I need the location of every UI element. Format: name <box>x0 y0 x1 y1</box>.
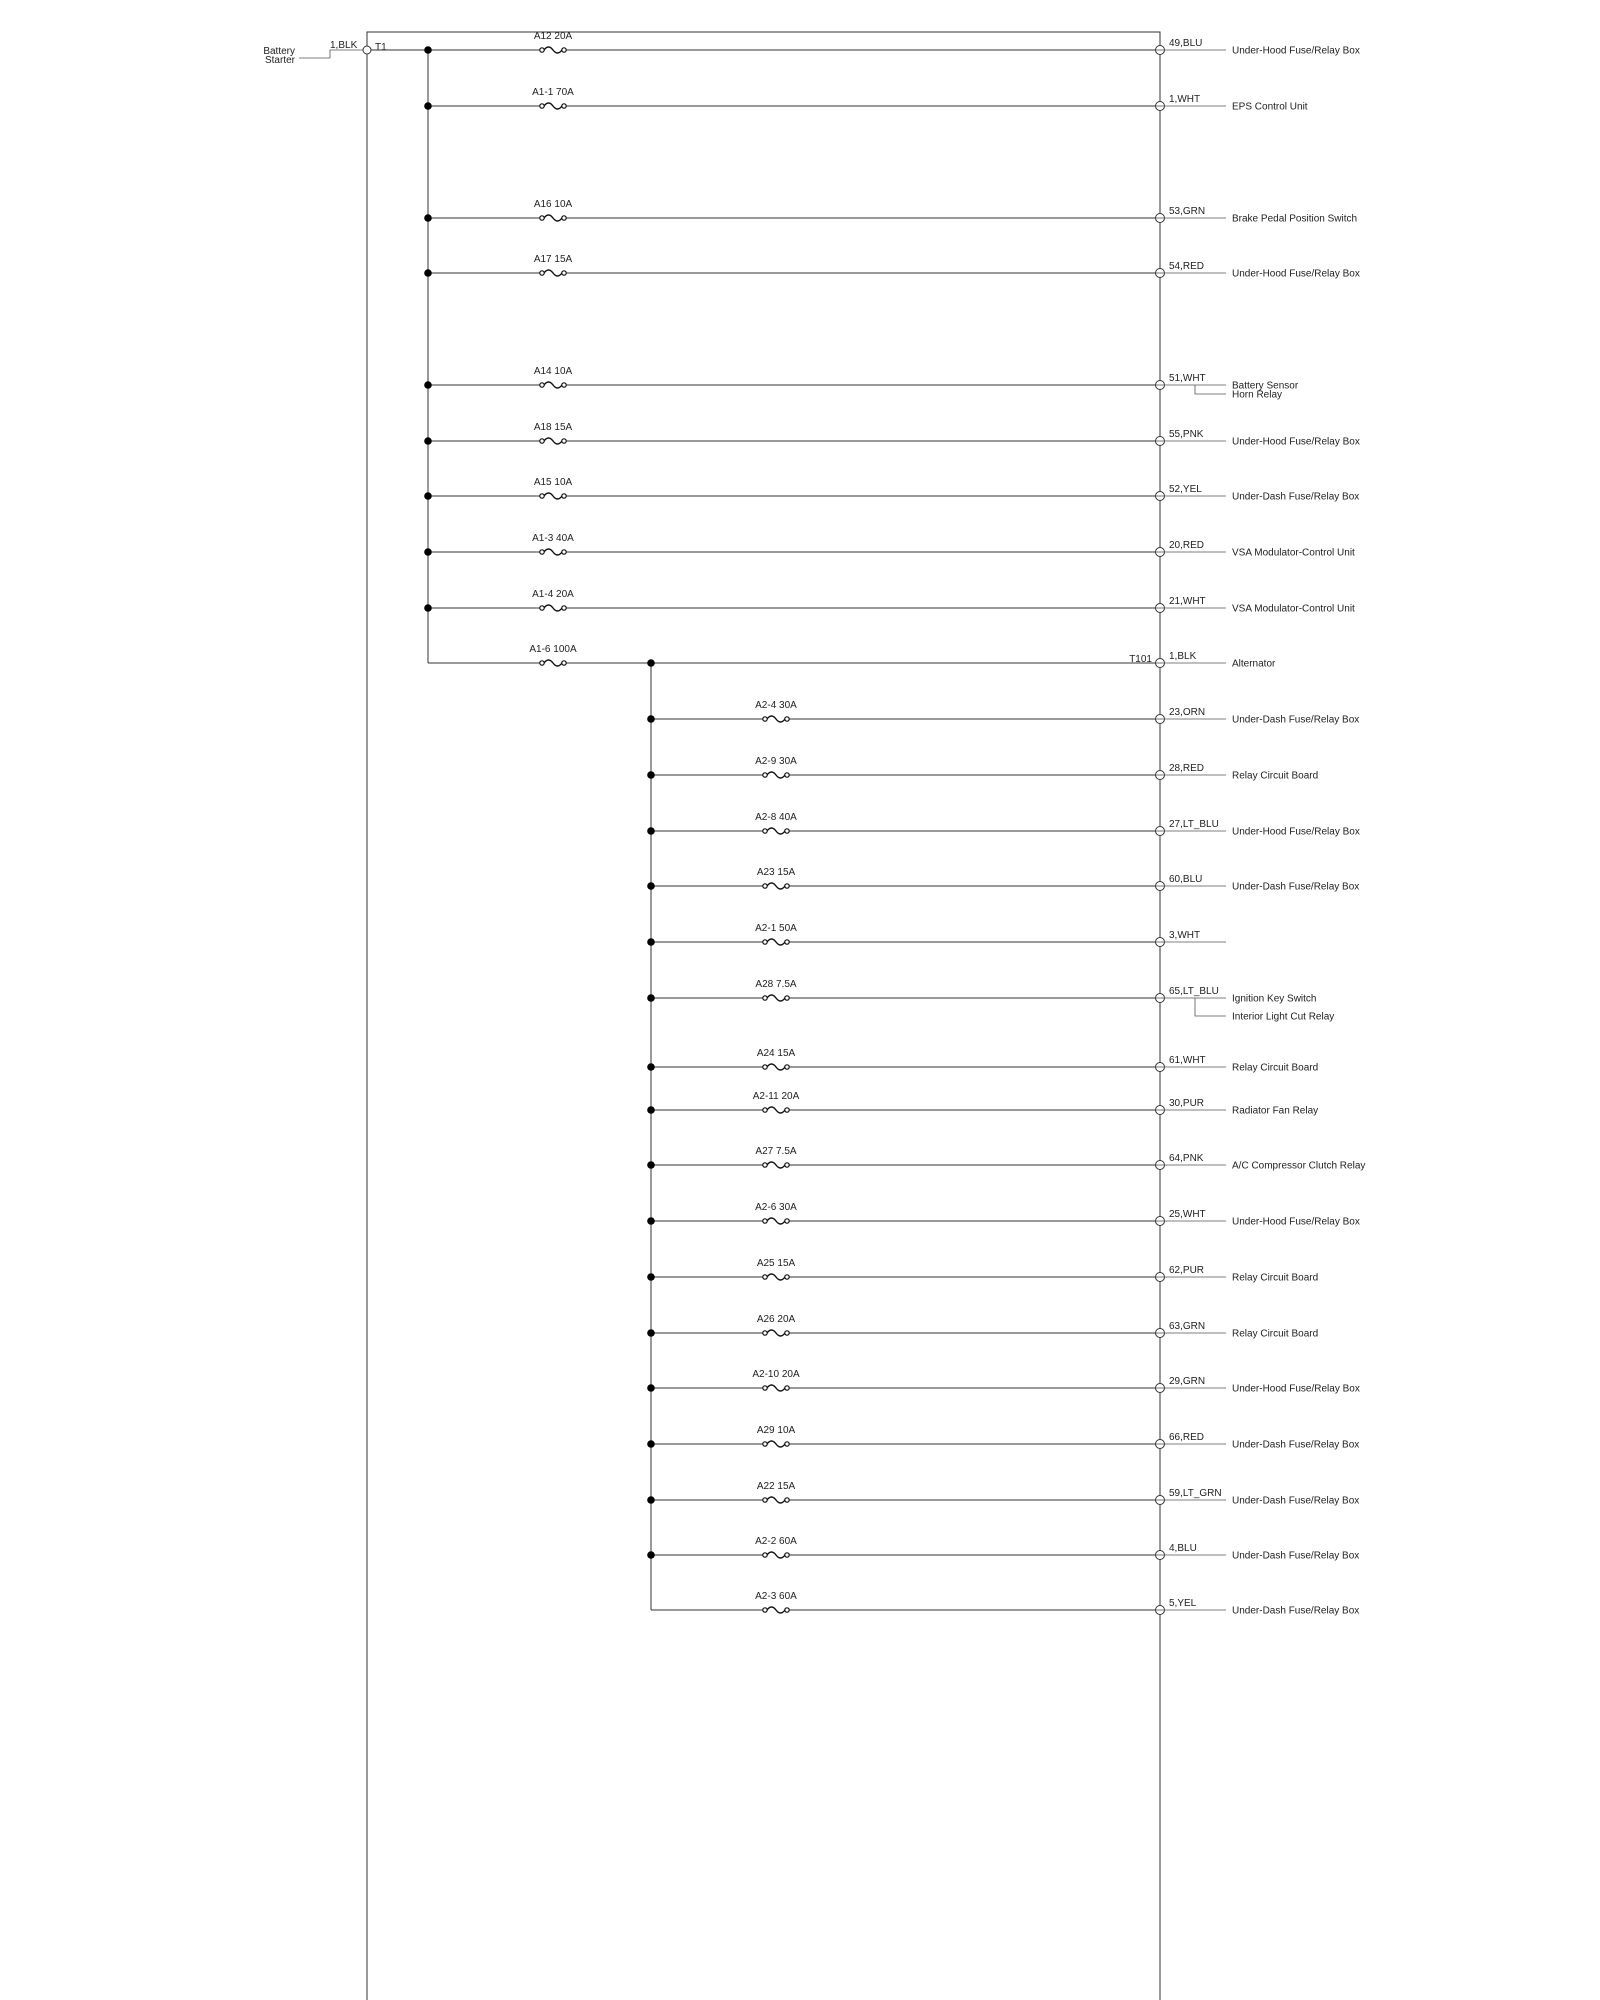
terminal-label: T101 <box>1129 654 1152 665</box>
wire-label: 23,ORN <box>1169 707 1206 718</box>
wire-label: 5,YEL <box>1169 1598 1197 1609</box>
group1-circuit <box>424 422 1360 448</box>
source-terminal <box>363 46 371 54</box>
wire-label: 53,GRN <box>1169 206 1206 217</box>
destination-label: VSA Modulator-Control Unit <box>1232 603 1355 615</box>
group2-circuit <box>647 1425 1359 1451</box>
destination-label: Ignition Key Switch <box>1232 993 1317 1005</box>
source-terminal-label: T1 <box>375 42 387 53</box>
fuse-label: A2-10 20A <box>752 1369 800 1380</box>
destination-label: Under-Dash Fuse/Relay Box <box>1232 1439 1360 1451</box>
branch-lead <box>1195 998 1226 1016</box>
wire-label: 60,BLU <box>1169 874 1203 885</box>
fuse-symbol <box>763 1607 789 1613</box>
destination-label: Under-Hood Fuse/Relay Box <box>1232 436 1360 448</box>
fuse-label: A23 15A <box>756 867 796 878</box>
splice-node <box>424 214 432 222</box>
splice-node <box>424 269 432 277</box>
fuse-symbol <box>540 660 566 666</box>
fuse-label: A2-11 20A <box>752 1091 800 1102</box>
destination-label: Alternator <box>1232 658 1276 670</box>
group1-circuit <box>424 366 1299 401</box>
fuse-label: A28 7.5A <box>755 979 797 990</box>
wire-label: 52,YEL <box>1169 484 1202 495</box>
fuse-symbol <box>763 1162 789 1168</box>
group2-circuit <box>647 1091 1318 1117</box>
group2-circuit <box>647 867 1359 893</box>
wire-label: 27,LT_BLU <box>1169 819 1219 830</box>
fuse-label: A2-3 60A <box>755 1591 797 1602</box>
fuse-label: A27 7.5A <box>755 1146 797 1157</box>
group2-circuit <box>647 979 1334 1023</box>
splice-node <box>424 604 432 612</box>
splice-node <box>647 1329 655 1337</box>
fuse-label: A22 15A <box>756 1481 796 1492</box>
destination-label: Under-Dash Fuse/Relay Box <box>1232 1495 1360 1507</box>
circuits-layer <box>424 31 1365 1617</box>
destination-label-secondary: Horn Relay <box>1232 389 1283 401</box>
group2-circuit <box>647 923 1226 947</box>
source-wire-label: 1,BLK <box>330 40 358 51</box>
group2-circuit <box>647 1202 1360 1228</box>
wire-label: 25,WHT <box>1169 1209 1206 1220</box>
fuse-symbol <box>540 438 566 444</box>
wire-label: 55,PNK <box>1169 429 1204 440</box>
destination-label: Battery Sensor <box>1232 380 1299 392</box>
destination-label: Under-Dash Fuse/Relay Box <box>1232 881 1360 893</box>
splice-node <box>647 1496 655 1504</box>
destination-label: Under-Hood Fuse/Relay Box <box>1232 1383 1360 1395</box>
group1-circuit <box>424 589 1355 615</box>
splice-node <box>647 715 655 723</box>
group2-circuit <box>647 1369 1360 1395</box>
wire-label: 21,WHT <box>1169 596 1206 607</box>
wire-label: 4,BLU <box>1169 1543 1197 1554</box>
splice-node <box>647 1217 655 1225</box>
destination-label: VSA Modulator-Control Unit <box>1232 547 1355 559</box>
fuse-symbol <box>763 883 789 889</box>
fuse-label: A2-4 30A <box>755 700 797 711</box>
destination-label: Under-Hood Fuse/Relay Box <box>1232 1216 1360 1228</box>
wire-label: 49,BLU <box>1169 38 1203 49</box>
fuse-label: A2-8 40A <box>755 812 797 823</box>
group1-circuit <box>424 254 1360 280</box>
fuse-symbol <box>763 1330 789 1336</box>
fuse-symbol <box>540 493 566 499</box>
wire-label: 3,WHT <box>1169 930 1201 941</box>
destination-label: Under-Dash Fuse/Relay Box <box>1232 1550 1360 1562</box>
splice-node <box>424 548 432 556</box>
fuse-symbol <box>763 1441 789 1447</box>
wire-label: 66,RED <box>1169 1432 1205 1443</box>
branch-lead <box>1195 385 1226 394</box>
destination-label: Relay Circuit Board <box>1232 1272 1319 1284</box>
group2-circuit <box>647 812 1360 838</box>
group2-circuit <box>647 756 1318 782</box>
destination-label: Under-Hood Fuse/Relay Box <box>1232 45 1360 57</box>
wire-label: 20,RED <box>1169 540 1205 551</box>
splice-node <box>647 827 655 835</box>
wire-label: 1,WHT <box>1169 94 1201 105</box>
destination-label: A/C Compressor Clutch Relay <box>1232 1160 1366 1172</box>
splice-node <box>647 1161 655 1169</box>
fuse-symbol <box>763 1552 789 1558</box>
fuse-label: A12 20A <box>533 31 573 42</box>
destination-label: Under-Dash Fuse/Relay Box <box>1232 1605 1360 1617</box>
splice-node <box>647 1063 655 1071</box>
destination-label: Under-Dash Fuse/Relay Box <box>1232 714 1360 726</box>
group2-circuit <box>647 1146 1365 1172</box>
fuse-symbol <box>763 1064 789 1070</box>
fuse-symbol <box>763 1274 789 1280</box>
wire-label: 61,WHT <box>1169 1055 1206 1066</box>
splice-node <box>647 1440 655 1448</box>
fuse-label: A25 15A <box>756 1258 796 1269</box>
fuse-symbol <box>540 382 566 388</box>
fuse-label: A29 10A <box>756 1425 796 1436</box>
destination-label: Relay Circuit Board <box>1232 1062 1319 1074</box>
fuse-label: A1-6 100A <box>529 644 577 655</box>
destination-label: Brake Pedal Position Switch <box>1232 213 1358 225</box>
fuse-label: A2-9 30A <box>755 756 797 767</box>
fuse-label: A1-1 70A <box>532 87 574 98</box>
wire-label: 51,WHT <box>1169 373 1206 384</box>
group2-circuit <box>647 1048 1318 1074</box>
splice-node <box>647 938 655 946</box>
splice-node <box>424 102 432 110</box>
fuse-symbol <box>763 1385 789 1391</box>
group1-circuit <box>424 31 1360 57</box>
wire-label: 30,PUR <box>1169 1098 1205 1109</box>
fuse-symbol <box>540 215 566 221</box>
wire-label: 54,RED <box>1169 261 1205 272</box>
destination-label: Under-Hood Fuse/Relay Box <box>1232 826 1360 838</box>
group2-circuit <box>647 1258 1318 1284</box>
fuse-label: A26 20A <box>756 1314 796 1325</box>
splice-node <box>424 46 432 54</box>
fuse-label: A18 15A <box>533 422 573 433</box>
fuse-symbol <box>763 939 789 945</box>
destination-label: Relay Circuit Board <box>1232 1328 1319 1340</box>
fuse-label: A14 10A <box>533 366 573 377</box>
fuse-label: A1-4 20A <box>532 589 574 600</box>
fuse-symbol <box>540 270 566 276</box>
splice-node <box>647 994 655 1002</box>
fuse-label: A17 15A <box>533 254 573 265</box>
fuse-symbol <box>763 1218 789 1224</box>
starter-label: Starter <box>264 55 295 66</box>
wire-label: 29,GRN <box>1169 1376 1206 1387</box>
destination-label: Radiator Fan Relay <box>1232 1105 1319 1117</box>
destination-label: Under-Hood Fuse/Relay Box <box>1232 268 1360 280</box>
destination-label-secondary: Interior Light Cut Relay <box>1232 1011 1335 1023</box>
splice-node <box>647 771 655 779</box>
fuse-label: A15 10A <box>533 477 573 488</box>
group1-circuit <box>424 199 1357 225</box>
group2-circuit <box>651 1591 1359 1617</box>
fuse-symbol <box>763 1497 789 1503</box>
fuse-label: A2-2 60A <box>755 1536 797 1547</box>
fuse-symbol <box>763 828 789 834</box>
group2-circuit <box>647 700 1359 726</box>
destination-label: Under-Dash Fuse/Relay Box <box>1232 491 1360 503</box>
fuse-symbol <box>540 549 566 555</box>
fuse-symbol <box>763 716 789 722</box>
fuse-symbol <box>540 605 566 611</box>
group1-circuit <box>424 87 1308 113</box>
wire-label: 1,BLK <box>1169 651 1197 662</box>
destination-label: EPS Control Unit <box>1232 101 1308 113</box>
splice-node <box>647 1384 655 1392</box>
fuse-symbol <box>763 772 789 778</box>
group2-circuit <box>647 1481 1359 1507</box>
fuse-symbol <box>763 1107 789 1113</box>
fuse-label: A1-3 40A <box>532 533 574 544</box>
splice-node <box>647 1551 655 1559</box>
fuse-label: A16 10A <box>533 199 573 210</box>
wire-label: 65,LT_BLU <box>1169 986 1219 997</box>
splice-node <box>647 882 655 890</box>
splice-node <box>424 492 432 500</box>
wire-label: 64,PNK <box>1169 1153 1204 1164</box>
fuse-symbol <box>540 47 566 53</box>
splice-node <box>647 659 655 667</box>
wire-label: 62,PUR <box>1169 1265 1205 1276</box>
wire-label: 28,RED <box>1169 763 1205 774</box>
group1-circuit <box>424 477 1359 503</box>
destination-label: Relay Circuit Board <box>1232 770 1319 782</box>
group2-circuit <box>647 1536 1359 1562</box>
wire-label: 59,LT_GRN <box>1169 1488 1222 1499</box>
splice-node <box>647 1106 655 1114</box>
group1-circuit <box>424 533 1355 559</box>
group2-circuit <box>647 1314 1318 1340</box>
fuse-label: A2-6 30A <box>755 1202 797 1213</box>
fuse-symbol <box>540 103 566 109</box>
fuse-symbol <box>763 995 789 1001</box>
wire-label: 63,GRN <box>1169 1321 1206 1332</box>
splice-node <box>424 381 432 389</box>
group1-circuit <box>428 644 1276 670</box>
fuse-label: A24 15A <box>756 1048 796 1059</box>
fuse-box-outline <box>367 32 1160 2000</box>
battery-label: Battery <box>263 46 295 57</box>
splice-node <box>647 1273 655 1281</box>
splice-node <box>424 437 432 445</box>
source-bracket <box>299 50 363 58</box>
fuse-label: A2-1 50A <box>755 923 797 934</box>
